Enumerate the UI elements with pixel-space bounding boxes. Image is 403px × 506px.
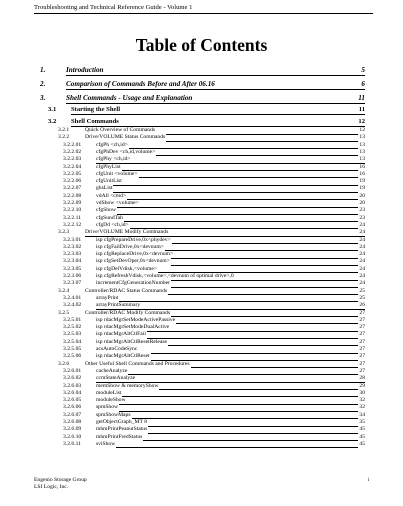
entry-number: 3.2.6.01 — [63, 367, 82, 374]
entry-title: moduleShow — [96, 397, 126, 404]
chapter-title: Introduction — [66, 66, 104, 74]
entry-page: 23 — [359, 214, 365, 221]
entry-number: 3.2.6.02 — [63, 375, 82, 382]
entry-number: 3.2.2.11 — [63, 214, 81, 221]
entry-page: 45 — [359, 426, 365, 433]
entry-title: isp cfgReplaceDrive,0x<devnum> — [96, 251, 174, 258]
entry-number: 3.2.6.04 — [63, 389, 82, 396]
entry-page: 12 — [359, 127, 365, 133]
entry-page: 32 — [359, 397, 365, 404]
entry-number: 3.2.5.03 — [63, 331, 82, 338]
entry-title: arrayPrintSummary — [96, 302, 141, 309]
entry-number: 3.2.3.02 — [63, 243, 82, 250]
entry-title: acsAutoCodeSync — [96, 346, 138, 352]
toc-entry[interactable] — [0, 404, 403, 411]
toc-entry[interactable] — [0, 419, 403, 426]
entry-page: 27 — [359, 324, 365, 331]
toc-entry[interactable] — [0, 229, 403, 236]
entry-page: 32 — [359, 404, 365, 411]
section-title: Shell Commands — [71, 118, 119, 125]
toc-entry[interactable] — [0, 273, 403, 280]
entry-number: 3.2.3.06 — [63, 273, 82, 279]
toc-chapter-2[interactable] — [0, 80, 403, 90]
entry-page: 19 — [359, 178, 365, 185]
entry-number: 3.2.6.10 — [63, 433, 82, 440]
toc-entry[interactable] — [0, 397, 403, 404]
entry-title: isp cfgFailDrive,0x<devnum> — [96, 243, 164, 250]
entry-title: cfgPhDev <ch,id,volume> — [96, 148, 156, 155]
entry-page: 20 — [359, 200, 365, 206]
entry-title: isp rdacMgrSetModeActivePassive — [96, 316, 176, 323]
entry-title: cfgUnit <volume> — [96, 170, 138, 177]
toc-entry[interactable] — [0, 134, 403, 141]
entry-number: 3.2.2.06 — [63, 178, 82, 185]
chapter-title: Comparison of Commands Before and After 06.16 — [66, 80, 215, 88]
section-page: 12 — [358, 118, 365, 125]
entry-page: 27 — [359, 353, 365, 360]
entry-title: isp rdacMgrAltCtlResetRelease — [96, 338, 167, 345]
entry-page: 13 — [359, 148, 365, 155]
chapter-page: 5 — [361, 66, 365, 74]
leader-line — [66, 75, 365, 76]
entry-number: 3.2.2.02 — [63, 148, 82, 155]
toc-section-3-2[interactable] — [0, 118, 403, 127]
section-number: 3.1 — [48, 106, 57, 113]
footer-company-sub: LSI Logic, Inc. — [34, 484, 69, 490]
entry-title: sviShow — [96, 440, 116, 447]
toc-entry[interactable] — [0, 375, 403, 382]
entry-title: vdShow <volume> — [96, 200, 139, 206]
toc-entry[interactable] — [0, 434, 403, 441]
entry-title: mhmPrintFredStatus — [96, 433, 143, 440]
entry-page: 27 — [359, 331, 365, 338]
toc-entry[interactable] — [0, 280, 403, 287]
entry-title: ghsList — [96, 185, 113, 192]
entry-page: 27 — [359, 346, 365, 352]
footer-company: Engenio Storage Group — [34, 477, 87, 483]
toc-entry[interactable] — [0, 426, 403, 433]
section-page: 11 — [358, 106, 365, 113]
toc-entry[interactable] — [0, 164, 403, 171]
entry-number: 3.2.6.11 — [63, 440, 81, 447]
entry-page: 27 — [359, 309, 365, 316]
toc-entry[interactable] — [0, 244, 403, 251]
entry-page: 24 — [359, 229, 365, 236]
section-title: Starting the Shell — [71, 106, 121, 113]
entry-number: 3.2.2.04 — [63, 163, 82, 170]
entry-number: 3.2.2.01 — [63, 141, 82, 148]
entry-title: spmShow — [96, 404, 119, 411]
entry-page: 35 — [359, 419, 365, 425]
entry-number: 3.2.3.05 — [63, 265, 82, 272]
toc-chapter-1[interactable] — [0, 66, 403, 76]
leader-line — [66, 89, 365, 90]
entry-title: Drive/VOLUME Status Commands — [85, 134, 166, 141]
entry-page: 34 — [359, 411, 365, 418]
entry-number: 3.2.2.10 — [63, 207, 82, 214]
entry-page: 13 — [359, 156, 365, 163]
entry-number: 3.2.3.04 — [63, 258, 82, 265]
toc-chapter-3[interactable] — [0, 94, 403, 104]
entry-title: cacheAnalyze — [96, 367, 128, 374]
entry-page: 13 — [359, 134, 365, 141]
entry-number: 3.2.3 — [58, 229, 70, 236]
toc-entry[interactable] — [0, 310, 403, 317]
entry-page: 24 — [359, 258, 365, 265]
entry-title: Controller/RDAC Modify Commands — [85, 309, 171, 316]
chapter-page: 6 — [361, 80, 365, 88]
entry-number: 3.2.6.06 — [63, 404, 82, 411]
entry-number: 3.2.2.05 — [63, 170, 82, 177]
entry-page: 27 — [359, 316, 365, 323]
entry-title: incrementCfgGenerationNumber — [96, 280, 170, 287]
entry-number: 3.2.1 — [58, 127, 70, 133]
entry-title: isp rdacMgrAltCtlFail — [96, 331, 146, 338]
toc-entry[interactable] — [0, 412, 403, 419]
entry-page: 45 — [359, 440, 365, 447]
toc-entry[interactable] — [0, 215, 403, 222]
toc-entry[interactable] — [0, 339, 403, 346]
entry-title: mhmPrintPeanutStatus — [96, 426, 148, 433]
entry-number: 3.2.6.08 — [63, 419, 82, 425]
entry-number: 3.2.3.01 — [63, 236, 82, 243]
entry-page: 23 — [359, 207, 365, 214]
entry-title: moduleList — [96, 389, 122, 396]
toc-entry[interactable] — [0, 324, 403, 331]
header-rule — [34, 13, 373, 14]
toc-entry[interactable] — [0, 441, 403, 448]
entry-page: 25 — [359, 294, 365, 301]
toc-entry[interactable] — [0, 222, 403, 229]
entry-number: 3.2.2.09 — [63, 200, 82, 206]
entry-title: isp cfgPrepareDrive,0x<phydev> — [96, 236, 171, 243]
chapter-number: 3. — [40, 94, 46, 102]
entry-page: 13 — [359, 141, 365, 148]
entry-title: cfgPhy <ch,id> — [96, 156, 131, 163]
toc-entry[interactable] — [0, 156, 403, 163]
page-footer — [34, 477, 87, 491]
toc-entry[interactable] — [0, 346, 403, 353]
entry-number: 3.2.4.02 — [63, 302, 82, 309]
entry-page: 27 — [359, 360, 365, 367]
entry-title: getObjectGraph_MT 8 — [96, 419, 148, 425]
toc-entry[interactable] — [0, 258, 403, 265]
entry-title: memShow & memoryShow — [96, 382, 159, 389]
toc-section-3-1[interactable] — [0, 106, 403, 115]
leader-line — [66, 103, 365, 104]
entry-number: 3.2.6.09 — [63, 426, 82, 433]
entry-page: 16 — [359, 170, 365, 177]
entry-title: Other Useful Shell Commands and Procedures — [85, 360, 190, 367]
entry-page: 24 — [359, 251, 365, 258]
entry-number: 3.2.2.08 — [63, 192, 82, 199]
toc-entry[interactable] — [0, 171, 403, 178]
footer-page-number: i — [367, 477, 369, 483]
toc-entry[interactable] — [0, 390, 403, 397]
leader-line — [96, 447, 365, 448]
entry-title: isp rdacMgrAltCtlReset — [96, 353, 150, 360]
toc-entry[interactable] — [0, 149, 403, 156]
entry-title: arrayPrint — [96, 294, 119, 301]
entry-page: 25 — [359, 287, 365, 294]
toc-entry[interactable] — [0, 295, 403, 302]
entry-number: 3.2.5.02 — [63, 324, 82, 331]
entry-title: isp cfgSetDevOper,0x<devnum> — [96, 258, 170, 265]
toc-entry[interactable] — [0, 178, 403, 185]
toc-entry[interactable] — [0, 288, 403, 295]
entry-page: 29 — [359, 382, 365, 389]
entry-title: spmShowMaps — [96, 411, 131, 418]
entry-title: ccmStateAnalyze — [96, 375, 136, 382]
toc-entry[interactable] — [0, 302, 403, 309]
leader-line — [71, 114, 365, 115]
chapter-number: 1. — [40, 66, 46, 74]
entry-number: 3.2.6.07 — [63, 411, 82, 418]
entry-page: 24 — [359, 236, 365, 243]
entry-number: 3.2.5.06 — [63, 353, 82, 360]
entry-page: 27 — [359, 367, 365, 374]
entry-title: cfgUnitList — [96, 178, 122, 185]
entry-number: 3.2.5.01 — [63, 316, 82, 323]
chapter-number: 2. — [40, 80, 46, 88]
toc-entry[interactable] — [0, 200, 403, 207]
entry-title: vdAll <cmd> — [96, 192, 127, 199]
entry-number: 3.2.6.03 — [63, 382, 82, 389]
chapter-title: Shell Commands - Usage and Explanation — [66, 94, 193, 102]
entry-page: 24 — [359, 280, 365, 287]
running-header: Troubleshooting and Technical Reference Guide - Volume 1 — [34, 4, 193, 11]
entry-page: 20 — [359, 192, 365, 199]
entry-title: isp cfgDelVdisk,<volume> — [96, 265, 157, 272]
entry-title: cfgSundTab — [96, 214, 123, 221]
entry-number: 3.2.3.03 — [63, 251, 82, 258]
entry-page: 30 — [359, 389, 365, 396]
entry-title: isp rdacMgrSetModeDualActive — [96, 324, 170, 331]
entry-number: 3.2.6.05 — [63, 397, 82, 404]
toc-entry[interactable] — [0, 193, 403, 200]
entry-page: 19 — [359, 185, 365, 192]
toc-entry[interactable] — [0, 353, 403, 360]
toc-entry[interactable] — [0, 317, 403, 324]
entry-page: 28 — [359, 375, 365, 382]
toc-entry[interactable] — [0, 266, 403, 273]
entry-page: 24 — [359, 221, 365, 228]
entry-title: cfgShow — [96, 207, 116, 214]
entry-title: Drive/VOLUME Modify Commands — [85, 229, 169, 236]
entry-number: 3.2.4.01 — [63, 294, 82, 301]
entry-number: 3.2.5.04 — [63, 338, 82, 345]
section-number: 3.2 — [48, 118, 57, 125]
entry-title: Controller/RDAC Status Commands — [85, 287, 168, 294]
entry-page: 24 — [359, 243, 365, 250]
entry-page: 16 — [359, 163, 365, 170]
toc-entry[interactable] — [0, 368, 403, 375]
toc-entry[interactable] — [0, 237, 403, 244]
entry-title: isp cfgRefreshVdisk,<volume>,<devnum of optimal drive>,0 — [96, 273, 234, 279]
entry-title: cfgDd <ch,id> — [96, 221, 129, 228]
entry-page: 27 — [359, 338, 365, 345]
entry-page: 45 — [359, 433, 365, 440]
entry-title: Quick Overview of Commands — [85, 127, 156, 133]
entry-number: 3.2.2.03 — [63, 156, 82, 163]
entry-number: 3.2.3.07 — [63, 280, 82, 287]
toc-entry[interactable] — [0, 127, 403, 134]
entry-number: 3.2.4 — [58, 287, 70, 294]
toc-entry[interactable] — [0, 207, 403, 214]
toc-entry[interactable] — [0, 331, 403, 338]
entry-number: 3.2.5.05 — [63, 346, 82, 352]
page-title: Table of Contents — [135, 35, 268, 55]
entry-title: cfgPhyList — [96, 163, 121, 170]
toc-entry[interactable] — [0, 361, 403, 368]
entry-page: 24 — [359, 265, 365, 272]
entry-number: 3.2.2.12 — [63, 221, 82, 228]
entry-number: 3.2.2.07 — [63, 185, 82, 192]
entry-page: 26 — [359, 302, 365, 309]
entry-title: cfgPh <ch,id> — [96, 141, 128, 148]
entry-number: 3.2.2 — [58, 134, 70, 141]
chapter-page: 11 — [358, 94, 365, 102]
toc-entry[interactable] — [0, 383, 403, 390]
toc-entry[interactable] — [0, 251, 403, 258]
toc-entry[interactable] — [0, 142, 403, 149]
entry-page: 24 — [359, 273, 365, 279]
entry-number: 3.2.6 — [58, 360, 70, 367]
toc-entry[interactable] — [0, 185, 403, 192]
entry-number: 3.2.5 — [58, 309, 70, 316]
